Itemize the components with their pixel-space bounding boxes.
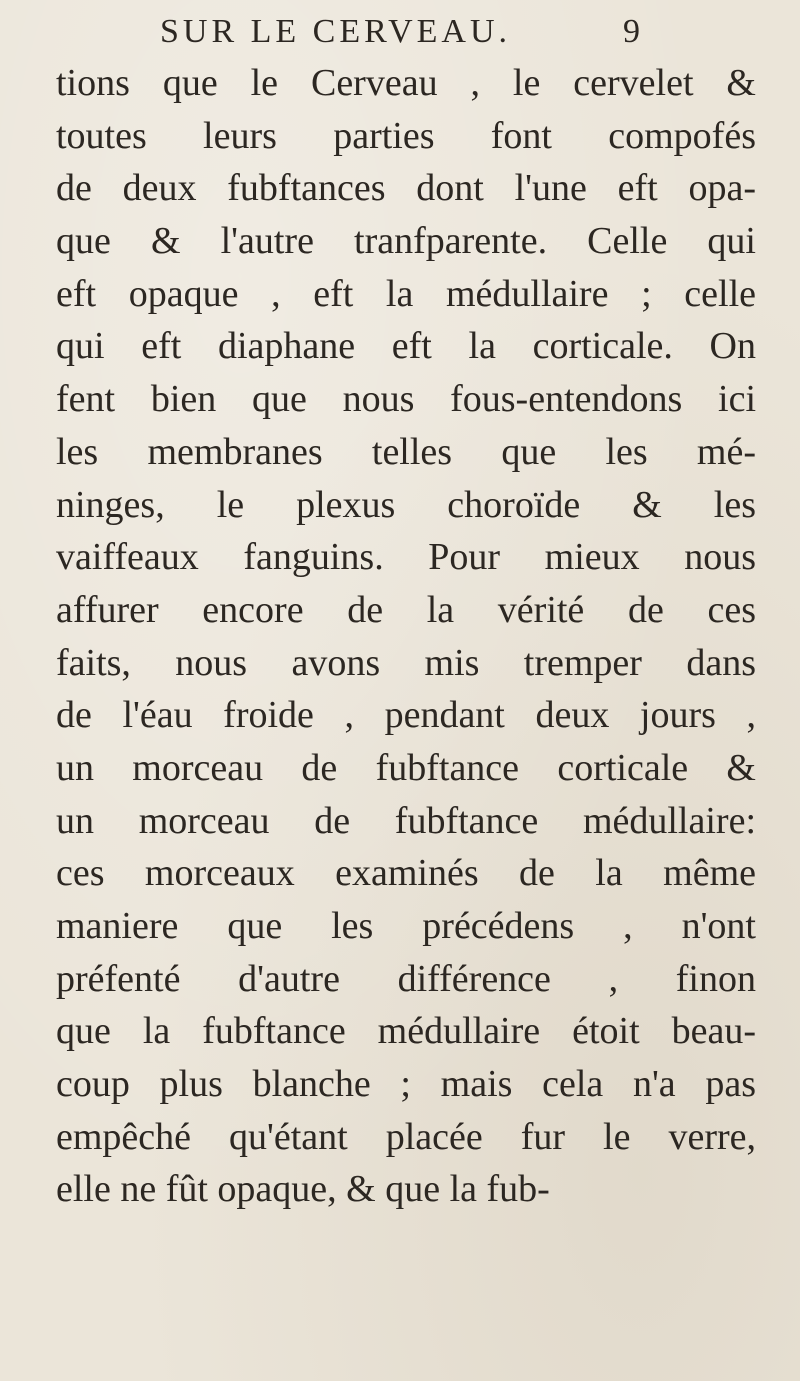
text-line: elle ne fût opaque, & que la fub- xyxy=(56,1168,550,1211)
text-line: ces morceaux examinés de la même xyxy=(56,852,756,895)
text-line: un morceau de fubftance corticale & xyxy=(56,746,756,789)
text-line: tions que le Cerveau , le cervelet & xyxy=(56,62,756,104)
text-line: un morceau de fubftance médullaire: xyxy=(56,799,756,842)
text-line: préfenté d'autre différence , finon xyxy=(56,957,756,1000)
running-title: SUR LE CERVEAU. xyxy=(160,13,512,50)
running-head xyxy=(160,12,640,52)
text-line: maniere que les précédens , n'ont xyxy=(56,905,756,947)
text-line: fent bien que nous fous-entendons ici xyxy=(56,378,756,421)
text-line: que & l'autre tranfparente. Celle qui xyxy=(56,220,756,263)
text-line: les membranes telles que les mé- xyxy=(56,430,756,473)
text-line: que la fubftance médullaire étoit beau- xyxy=(56,1010,756,1053)
text-line: empêché qu'étant placée fur le verre, xyxy=(56,1115,756,1158)
text-line: affurer encore de la vérité de ces xyxy=(56,588,756,631)
text-line: toutes leurs parties font compofés xyxy=(56,114,756,157)
text-line: qui eft diaphane eft la corticale. On xyxy=(56,325,756,368)
body-text xyxy=(56,57,756,1216)
text-line: de l'éau froide , pendant deux jours , xyxy=(56,694,756,737)
text-line: vaiffeaux fanguins. Pour mieux nous xyxy=(56,536,756,579)
text-line: de deux fubftances dont l'une eft opa- xyxy=(56,167,756,210)
page-number: 9 xyxy=(623,13,640,50)
text-line: coup plus blanche ; mais cela n'a pas xyxy=(56,1063,756,1106)
text-line: eft opaque , eft la médullaire ; celle xyxy=(56,272,756,315)
text-line: ninges, le plexus choroïde & les xyxy=(56,483,756,526)
text-line: faits, nous avons mis tremper dans xyxy=(56,641,756,684)
